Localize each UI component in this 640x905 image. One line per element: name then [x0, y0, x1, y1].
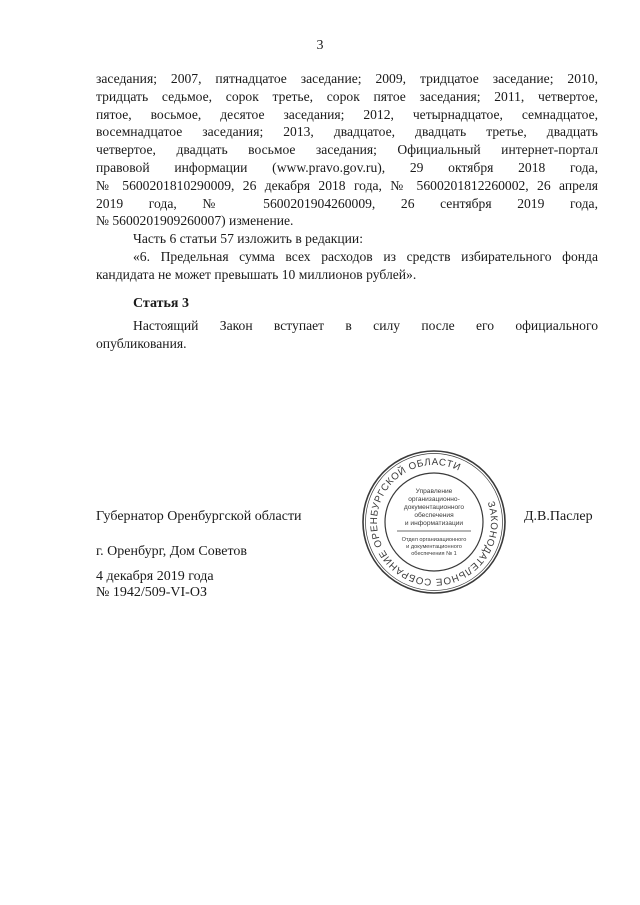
article-3-heading: Статья 3: [133, 296, 189, 311]
text-line: пятое, восьмое, десятое заседания; 2012, четырнадцатое, семнадцатое,: [96, 106, 598, 122]
seal-bottom-text: и документационного: [406, 544, 462, 550]
text-line: тридцать седьмое, сорок третье, сорок пятое заседания; 2011, четвертое,: [96, 88, 598, 104]
signing-place: г. Оренбург, Дом Советов: [96, 544, 247, 559]
seal-inner-text: документационного: [403, 504, 465, 511]
seal-bottom-text: обеспечения № 1: [411, 551, 457, 557]
paragraph-part6-intro: Часть 6 статьи 57 изложить в редакции:: [133, 231, 363, 247]
text-line: № 5600201909260007) изменение.: [96, 213, 294, 229]
article-3-text: [96, 317, 598, 353]
paragraph-amendment-sources: [96, 70, 598, 284]
seal-inner-text: и информатизации: [404, 520, 464, 527]
text-line: Настоящий Закон вступает в силу после его официального: [133, 318, 598, 333]
quote-line: «6. Предельная сумма всех расходов из средств избирательного фонда: [133, 248, 598, 264]
signatory-name: Д.В.Паслер: [524, 509, 593, 524]
seal-ring-text: ЗАКОНОДАТЕЛЬНОЕ СОБРАНИЕ ОРЕНБУРГСКОЙ ОБЛАСТИ: [368, 456, 500, 588]
seal-inner-text: обеспечения: [414, 512, 454, 519]
quote-line: кандидата не может превышать 10 миллионов рублей».: [96, 266, 417, 282]
text-line: заседания; 2007, пятнадцатое заседание; 2009, тридцатое заседание; 2010,: [96, 71, 598, 86]
seal-inner-text: Управление: [415, 488, 453, 495]
text-line: восемнадцатое заседания; 2013, двадцатое, двадцать третье, двадцать: [96, 124, 598, 140]
page-number: 3: [316, 38, 324, 53]
text-line: 2019 года, № 5600201904260009, 26 сентября 2019 года,: [96, 195, 598, 211]
signing-date: 4 декабря 2019 года: [96, 569, 214, 584]
seal-inner-text: организационно-: [408, 496, 460, 503]
text-line: № 5600201810290009, 26 декабря 2018 года, № 5600201812260002, 26 апреля: [96, 177, 598, 193]
law-number: № 1942/509-VI-ОЗ: [96, 585, 207, 600]
signatory-title: Губернатор Оренбургской области: [96, 509, 302, 524]
official-seal: [361, 449, 507, 595]
text-line: опубликования.: [96, 335, 187, 351]
text-line: правовой информации (www.pravo.gov.ru), 29 октября 2018 года,: [96, 159, 598, 175]
text-line: четвертое, двадцать восьмое заседания; Официальный интернет-портал: [96, 142, 598, 158]
seal-bottom-text: Отдел организационного: [401, 537, 467, 543]
